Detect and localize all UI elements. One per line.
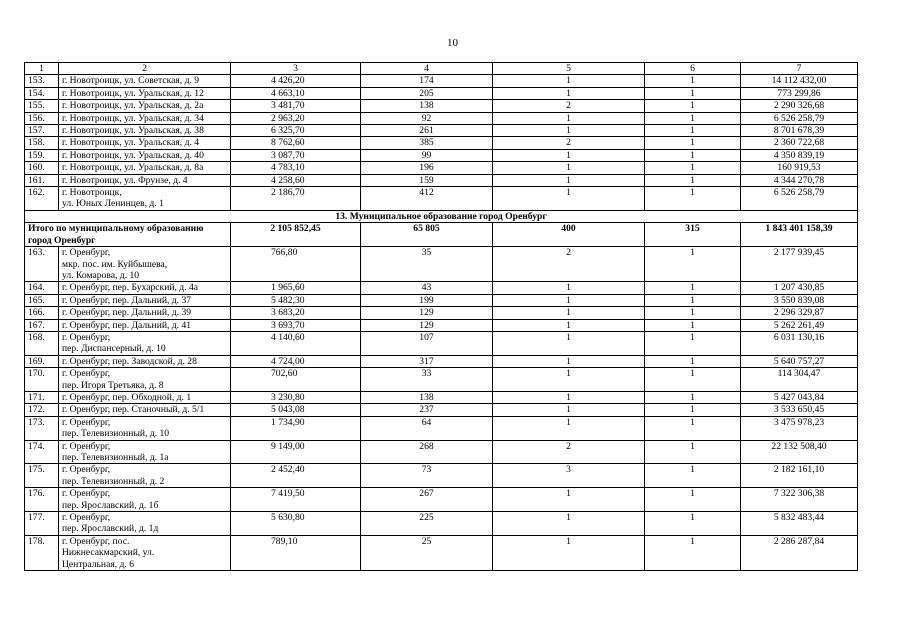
area-cell: 3 683,20: [231, 307, 361, 319]
row-number: 165.: [25, 294, 59, 306]
column-number: 2: [59, 63, 231, 75]
column-number: 4: [361, 63, 493, 75]
cost-cell: 4 344 270,78: [741, 174, 858, 186]
column-5-cell: 1: [493, 307, 645, 319]
section-heading-row: [25, 210, 858, 222]
address-cell: [59, 440, 231, 464]
address-cell-line: г. Оренбург,: [62, 488, 111, 500]
area-cell: 4 663,10: [231, 87, 361, 99]
cost-cell: 5 262 261,49: [741, 319, 858, 331]
residents-cell: 73: [361, 464, 493, 488]
address-cell: [59, 75, 231, 87]
cost-cell: 2 177 939,45: [741, 247, 858, 282]
address-cell-line: пер. Телевизионный, д. 1а: [62, 452, 169, 463]
table-row: [25, 307, 858, 319]
column-6-cell: 1: [645, 535, 741, 570]
address-cell-line: г. Оренбург,: [62, 368, 111, 380]
column-number-row: [25, 63, 858, 75]
column-5-cell: 1: [493, 331, 645, 355]
row-number: 167.: [25, 319, 59, 331]
cost-cell: 2 182 161,10: [741, 464, 858, 488]
residents-cell: 317: [361, 355, 493, 367]
section-title: 13. Муниципальное образование город Оренбург: [25, 210, 858, 222]
row-number: 174.: [25, 440, 59, 464]
cost-cell: 3 550 839,08: [741, 294, 858, 306]
area-cell: 4 258,60: [231, 174, 361, 186]
address-cell: [59, 137, 231, 149]
column-5-cell: 1: [493, 294, 645, 306]
address-cell-line: г. Оренбург,: [62, 416, 111, 428]
area-cell: 4 724,00: [231, 355, 361, 367]
cost-cell: 6 526 258,79: [741, 187, 858, 211]
total-row: [25, 223, 858, 247]
cost-cell: 160 919,53: [741, 162, 858, 174]
address-cell: [59, 112, 231, 124]
total-cost: 1 843 401 158,39: [741, 223, 858, 247]
address-cell-line: пер. Телевизионный, д. 10: [62, 428, 170, 440]
residents-cell: 174: [361, 75, 493, 87]
area-cell: 5 482,30: [231, 294, 361, 306]
address-cell: [59, 282, 231, 294]
address-cell: [59, 162, 231, 174]
column-6-cell: 1: [645, 488, 741, 512]
address-cell-line: г. Оренбург,: [62, 440, 111, 452]
address-cell-line: г. Оренбург, пер. Дальний, д. 37: [62, 294, 192, 306]
address-cell-line: пер. Ярославский, д. 1д: [62, 523, 159, 535]
column-6-cell: 1: [645, 464, 741, 488]
cost-cell: 8 701 678,39: [741, 125, 858, 137]
area-cell: 789,10: [231, 535, 361, 570]
address-cell-line: Нижнесакмарский, ул.: [62, 547, 155, 559]
column-5-cell: 1: [493, 187, 645, 211]
address-cell: [59, 355, 231, 367]
table-row: [25, 464, 858, 488]
table-row: [25, 100, 858, 112]
residents-cell: 138: [361, 391, 493, 403]
row-number: 157.: [25, 125, 59, 137]
address-cell: [59, 319, 231, 331]
column-6-cell: 1: [645, 247, 741, 282]
cost-cell: 1 207 430,85: [741, 282, 858, 294]
column-5-cell: 1: [493, 75, 645, 87]
cost-cell: 773 299,86: [741, 87, 858, 99]
column-number: 6: [645, 63, 741, 75]
area-cell: 1 734,90: [231, 416, 361, 440]
address-cell: [59, 535, 231, 570]
row-number: 166.: [25, 307, 59, 319]
address-cell-line: г. Оренбург,: [62, 464, 111, 476]
cost-cell: 2 290 326,68: [741, 100, 858, 112]
column-5-cell: 1: [493, 282, 645, 294]
total-label-line: Итого по муниципальному образованию: [28, 223, 204, 235]
residents-cell: 412: [361, 187, 493, 211]
column-5-cell: 1: [493, 125, 645, 137]
residents-cell: 35: [361, 247, 493, 282]
row-number: 169.: [25, 355, 59, 367]
area-cell: 4 140,60: [231, 331, 361, 355]
row-number: 170.: [25, 368, 59, 392]
column-6-cell: 1: [645, 404, 741, 416]
column-6-cell: 1: [645, 75, 741, 87]
cost-cell: 22 132 508,40: [741, 440, 858, 464]
area-cell: 7 419,50: [231, 488, 361, 512]
total-column-5: 400: [493, 223, 645, 247]
cost-cell: 6 526 258,79: [741, 112, 858, 124]
row-number: 154.: [25, 87, 59, 99]
column-5-cell: 2: [493, 137, 645, 149]
cost-cell: 2 286 287,84: [741, 535, 858, 570]
table-row: [25, 404, 858, 416]
column-5-cell: 1: [493, 368, 645, 392]
column-5-cell: 1: [493, 149, 645, 161]
residents-cell: 33: [361, 368, 493, 392]
residents-cell: 268: [361, 440, 493, 464]
column-5-cell: 2: [493, 440, 645, 464]
total-column-6: 315: [645, 223, 741, 247]
table-row: [25, 247, 858, 282]
area-cell: 2 186,70: [231, 187, 361, 211]
table-row: [25, 331, 858, 355]
cost-cell: 14 112 432,00: [741, 75, 858, 87]
column-5-cell: 1: [493, 112, 645, 124]
table-row: [25, 368, 858, 392]
address-cell-line: г. Новотроицк, ул. Уральская, д. 4: [62, 137, 200, 149]
area-cell: 5 043,08: [231, 404, 361, 416]
address-cell-line: г. Новотроицк, ул. Советская, д. 9: [62, 75, 200, 87]
column-6-cell: 1: [645, 137, 741, 149]
column-6-cell: 1: [645, 307, 741, 319]
address-cell-line: пер. Игоря Третьяка, д. 8: [62, 379, 164, 391]
column-number: 7: [741, 63, 858, 75]
column-6-cell: 1: [645, 294, 741, 306]
table-row: [25, 87, 858, 99]
address-cell: [59, 187, 231, 211]
row-number: 163.: [25, 247, 59, 282]
cost-cell: 5 427 043,84: [741, 391, 858, 403]
table-row: [25, 355, 858, 367]
address-cell-line: г. Новотроицк, ул. Уральская, д. 38: [62, 125, 204, 137]
row-number: 159.: [25, 149, 59, 161]
row-number: 172.: [25, 404, 59, 416]
address-cell-line: г. Оренбург,: [62, 512, 111, 524]
column-5-cell: 1: [493, 391, 645, 403]
housing-table: [24, 62, 858, 571]
row-number: 161.: [25, 174, 59, 186]
row-number: 173.: [25, 416, 59, 440]
row-number: 168.: [25, 331, 59, 355]
cost-cell: 7 322 306,38: [741, 488, 858, 512]
address-cell-line: г. Новотроицк, ул. Уральская, д. 12: [62, 87, 204, 99]
address-cell-line: г. Оренбург, пер. Бухарский, д. 4а: [62, 282, 199, 294]
address-cell: [59, 464, 231, 488]
column-5-cell: 1: [493, 162, 645, 174]
address-cell-line: Центральная, д. 6: [62, 558, 135, 570]
address-cell-line: мкр. пос. им. Куйбышева,: [62, 258, 168, 270]
row-number: 158.: [25, 137, 59, 149]
row-number: 176.: [25, 488, 59, 512]
residents-cell: 205: [361, 87, 493, 99]
row-number: 178.: [25, 535, 59, 570]
cost-cell: 5 640 757,27: [741, 355, 858, 367]
residents-cell: 385: [361, 137, 493, 149]
row-number: 153.: [25, 75, 59, 87]
address-cell: [59, 512, 231, 536]
address-cell-line: г. Оренбург, пер. Дальний, д. 39: [62, 307, 192, 319]
cost-cell: 2 360 722,68: [741, 137, 858, 149]
column-5-cell: 1: [493, 404, 645, 416]
address-cell-line: ул. Комарова, д. 10: [62, 269, 140, 281]
address-cell-line: ул. Юных Ленинцев, д. 1: [62, 198, 164, 210]
column-5-cell: 1: [493, 355, 645, 367]
residents-cell: 129: [361, 319, 493, 331]
total-residents: 65 805: [361, 223, 493, 247]
residents-cell: 129: [361, 307, 493, 319]
row-number: 160.: [25, 162, 59, 174]
address-cell-line: г. Новотроицк, ул. Уральская, д. 2а: [62, 100, 204, 112]
table-row: [25, 416, 858, 440]
table-row: [25, 137, 858, 149]
area-cell: 3 230,80: [231, 391, 361, 403]
column-5-cell: 1: [493, 174, 645, 186]
column-6-cell: 1: [645, 174, 741, 186]
column-6-cell: 1: [645, 391, 741, 403]
table-row: [25, 174, 858, 186]
address-cell: [59, 149, 231, 161]
address-cell-line: г. Оренбург, пер. Дальний, д. 41: [62, 319, 192, 331]
total-area: 2 105 852,45: [231, 223, 361, 247]
cost-cell: 114 304,47: [741, 368, 858, 392]
area-cell: 702,60: [231, 368, 361, 392]
address-cell-line: г. Оренбург, пер. Заводской, д. 28: [62, 355, 197, 367]
address-cell: [59, 100, 231, 112]
column-6-cell: 1: [645, 282, 741, 294]
table-row: [25, 512, 858, 536]
address-cell-line: г. Новотроицк, ул. Уральская, д. 34: [62, 112, 204, 124]
column-6-cell: 1: [645, 368, 741, 392]
address-cell-line: г. Новотроицк, ул. Уральская, д. 8а: [62, 162, 204, 174]
column-number: 3: [231, 63, 361, 75]
table-row: [25, 162, 858, 174]
address-cell: [59, 488, 231, 512]
address-cell-line: г. Оренбург, пер. Обходной, д. 1: [62, 391, 192, 403]
residents-cell: 43: [361, 282, 493, 294]
address-cell-line: г. Новотроицк, ул. Фрунзе, д. 4: [62, 174, 188, 186]
residents-cell: 64: [361, 416, 493, 440]
address-cell: [59, 125, 231, 137]
table-row: [25, 125, 858, 137]
row-number: 156.: [25, 112, 59, 124]
residents-cell: 237: [361, 404, 493, 416]
address-cell: [59, 247, 231, 282]
column-6-cell: 1: [645, 331, 741, 355]
address-cell: [59, 416, 231, 440]
total-label-line: город Оренбург: [28, 234, 96, 246]
column-5-cell: 1: [493, 87, 645, 99]
row-number: 162.: [25, 187, 59, 211]
address-cell-line: г. Оренбург, пос.: [62, 535, 130, 547]
table-row: [25, 75, 858, 87]
residents-cell: 225: [361, 512, 493, 536]
column-5-cell: 1: [493, 512, 645, 536]
residents-cell: 196: [361, 162, 493, 174]
column-6-cell: 1: [645, 87, 741, 99]
column-6-cell: 1: [645, 100, 741, 112]
cost-cell: 2 296 329,87: [741, 307, 858, 319]
area-cell: 1 965,60: [231, 282, 361, 294]
area-cell: 3 087,70: [231, 149, 361, 161]
residents-cell: 25: [361, 535, 493, 570]
column-number: 5: [493, 63, 645, 75]
column-5-cell: 2: [493, 247, 645, 282]
address-cell: [59, 294, 231, 306]
area-cell: 4 783,10: [231, 162, 361, 174]
address-cell-line: г. Новотроицк, ул. Уральская, д. 40: [62, 149, 204, 161]
address-cell-line: г. Оренбург,: [62, 247, 111, 259]
column-6-cell: 1: [645, 125, 741, 137]
cost-cell: 5 832 483,44: [741, 512, 858, 536]
column-6-cell: 1: [645, 149, 741, 161]
address-cell: [59, 174, 231, 186]
cost-cell: 3 475 978,23: [741, 416, 858, 440]
row-number: 177.: [25, 512, 59, 536]
address-cell-line: пер. Диспансерный, д. 10: [62, 343, 166, 355]
column-6-cell: 1: [645, 355, 741, 367]
cost-cell: 6 031 130,16: [741, 331, 858, 355]
row-number: 164.: [25, 282, 59, 294]
area-cell: 2 452,40: [231, 464, 361, 488]
address-cell-line: пер. Ярославский, д. 1б: [62, 499, 159, 511]
residents-cell: 159: [361, 174, 493, 186]
row-number: 155.: [25, 100, 59, 112]
address-cell-line: г. Новотроицк,: [62, 187, 122, 199]
column-5-cell: 1: [493, 535, 645, 570]
residents-cell: 199: [361, 294, 493, 306]
cost-cell: 3 533 650,45: [741, 404, 858, 416]
table-row: [25, 294, 858, 306]
table-row: [25, 112, 858, 124]
area-cell: 6 325,70: [231, 125, 361, 137]
page-number: 10: [447, 37, 458, 49]
row-number: 171.: [25, 391, 59, 403]
column-6-cell: 1: [645, 162, 741, 174]
residents-cell: 92: [361, 112, 493, 124]
table-row: [25, 391, 858, 403]
address-cell-line: г. Оренбург,: [62, 331, 111, 343]
column-5-cell: 1: [493, 488, 645, 512]
table-row: [25, 488, 858, 512]
area-cell: 9 149,00: [231, 440, 361, 464]
area-cell: 3 481,70: [231, 100, 361, 112]
column-5-cell: 2: [493, 100, 645, 112]
column-5-cell: 1: [493, 319, 645, 331]
total-label: [25, 223, 231, 247]
address-cell: [59, 391, 231, 403]
area-cell: 2 963,20: [231, 112, 361, 124]
table-row: [25, 535, 858, 570]
residents-cell: 138: [361, 100, 493, 112]
column-6-cell: 1: [645, 440, 741, 464]
area-cell: 5 630,80: [231, 512, 361, 536]
column-5-cell: 1: [493, 416, 645, 440]
table-row: [25, 319, 858, 331]
area-cell: 766,80: [231, 247, 361, 282]
area-cell: 3 693,70: [231, 319, 361, 331]
address-cell: [59, 331, 231, 355]
table-row: [25, 282, 858, 294]
column-6-cell: 1: [645, 416, 741, 440]
residents-cell: 107: [361, 331, 493, 355]
address-cell-line: г. Оренбург, пер. Станочный, д. 5/1: [62, 404, 205, 416]
residents-cell: 261: [361, 125, 493, 137]
address-cell: [59, 368, 231, 392]
address-cell: [59, 87, 231, 99]
column-6-cell: 1: [645, 512, 741, 536]
area-cell: 4 426,20: [231, 75, 361, 87]
residents-cell: 99: [361, 149, 493, 161]
table-row: [25, 149, 858, 161]
column-5-cell: 3: [493, 464, 645, 488]
column-number: 1: [25, 63, 59, 75]
table-row: [25, 440, 858, 464]
column-6-cell: 1: [645, 319, 741, 331]
address-cell: [59, 307, 231, 319]
address-cell: [59, 404, 231, 416]
table-row: [25, 187, 858, 211]
column-6-cell: 1: [645, 187, 741, 211]
area-cell: 8 762,60: [231, 137, 361, 149]
cost-cell: 4 350 839,19: [741, 149, 858, 161]
residents-cell: 267: [361, 488, 493, 512]
address-cell-line: пер. Телевизионный, д. 2: [62, 475, 165, 487]
row-number: 175.: [25, 464, 59, 488]
column-6-cell: 1: [645, 112, 741, 124]
